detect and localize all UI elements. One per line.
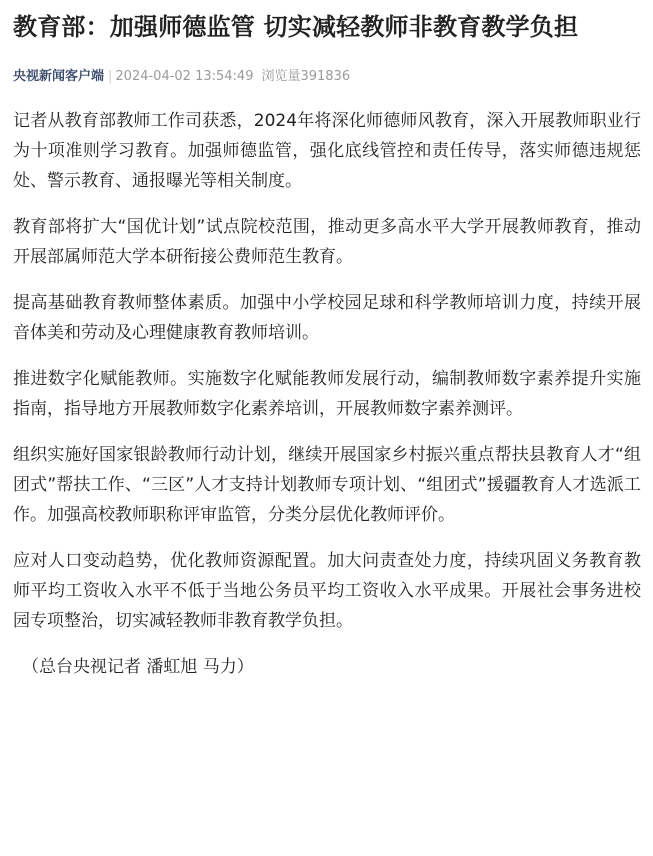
source-link[interactable]: 央视新闻客户端 xyxy=(13,69,105,84)
article-paragraph: 组织实施好国家银龄教师行动计划，继续开展国家乡村振兴重点帮扶县教育人才“组团式”帮扶工作、“三区”人才支持计划教师专项计划、“组团式”援疆教育人才选派工作。加强高校教师职称评审监管，分类分层优化教师评价。 xyxy=(13,445,641,525)
meta-separator: | xyxy=(108,69,113,84)
article-paragraph: 提高基础教育教师整体素质。加强中小学校园足球和科学教师培训力度，持续开展音体美和劳动及心理健康教育教师培训。 xyxy=(13,293,641,343)
article-paragraph: 推进数字化赋能教师。实施数字化赋能教师发展行动，编制教师数字素养提升实施指南，指导地方开展教师数字化素养培训，开展教师数字素养测评。 xyxy=(13,369,641,419)
article-title: 教育部：加强师德监管 切实减轻教师非教育教学负担 xyxy=(13,13,579,41)
reporter-byline: （总台央视记者 潘虹旭 马力） xyxy=(22,657,254,677)
publish-datetime: 2024-04-02 13:54:49 xyxy=(115,69,254,84)
article-paragraph: 记者从教育部教师工作司获悉，2024年将深化师德师风教育，深入开展教师职业行为十项准则学习教育。加强师德监管，强化底线管控和责任传导，落实师德违规惩处、警示教育、通报曝光等相关制度。 xyxy=(13,111,641,191)
article-paragraph: 应对人口变动趋势，优化教师资源配置。加大问责查处力度，持续巩固义务教育教师平均工资收入水平不低于当地公务员平均工资收入水平成果。开展社会事务进校园专项整治，切实减轻教师非教育教学负担。 xyxy=(13,551,641,631)
article-body xyxy=(13,106,641,682)
article-meta xyxy=(13,67,641,87)
view-count: 浏览量391836 xyxy=(261,69,351,84)
article-paragraph: 教育部将扩大“国优计划”试点院校范围，推动更多高水平大学开展教师教育，推动开展部属师范大学本研衔接公费师范生教育。 xyxy=(13,217,641,267)
